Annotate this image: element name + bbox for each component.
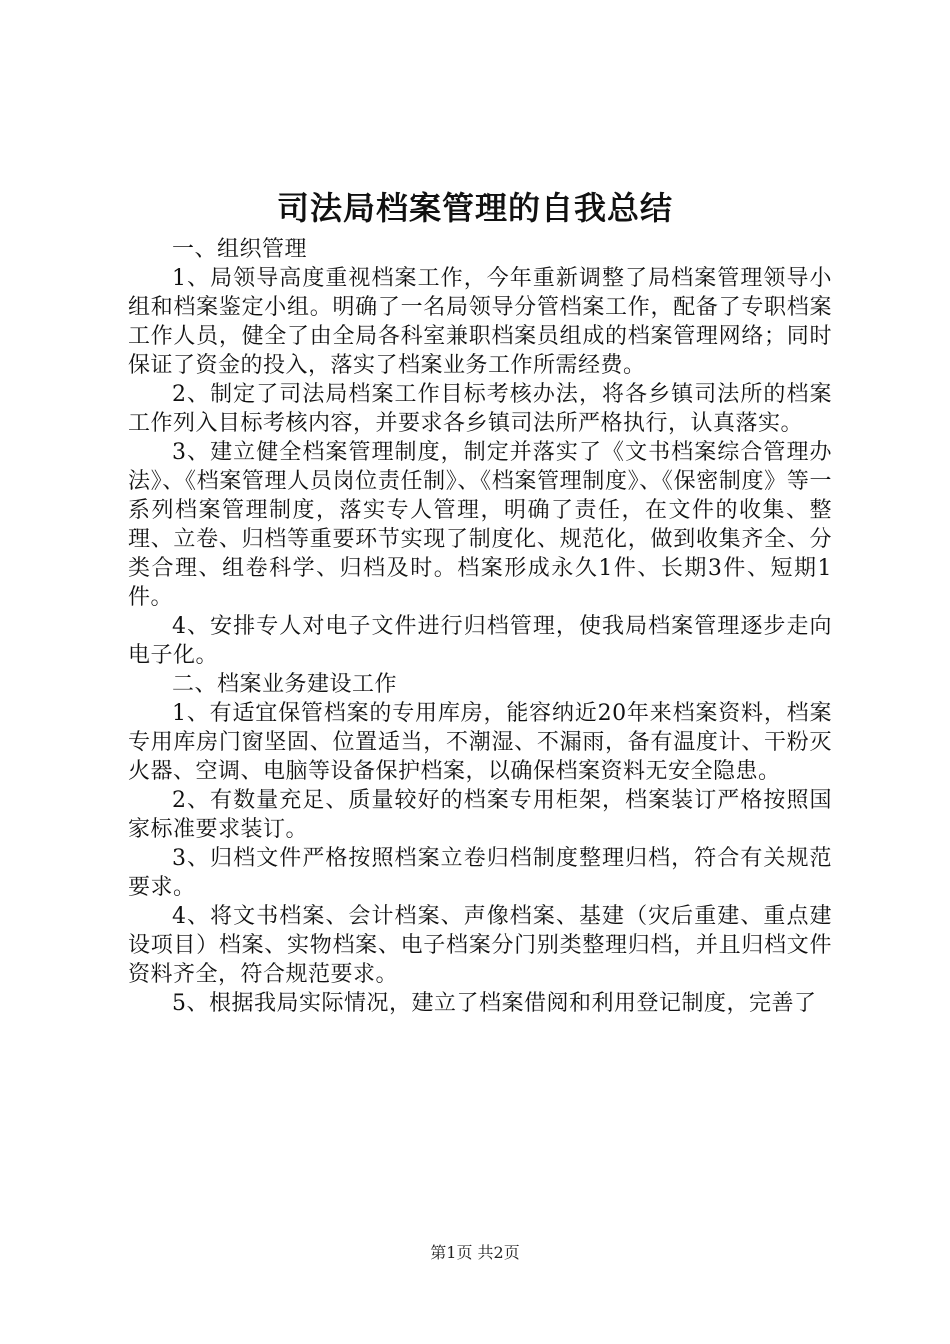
document-title: 司法局档案管理的自我总结	[276, 189, 673, 227]
paragraph: 2、制定了司法局档案工作目标考核办法，将各乡镇司法所的档案工作列入目标考核内容，并要求各乡镇司法所严格执行，认真落实。	[128, 382, 832, 436]
document-body	[128, 235, 832, 1018]
paragraph: 3、建立健全档案管理制度，制定并落实了《文书档案综合管理办法》、《档案管理人员岗位责任制》、《档案管理制度》、《保密制度》等一系列档案管理制度，落实专人管理，明确了责任，在文件的收集、整理、立卷、归档等重要环节实现了制度化、规范化，做到收集齐全、分类合理、组卷科学、归档及时。档案形成永久1件、长期3件、短期1件。	[128, 440, 832, 610]
paragraph: 5、根据我局实际情况，建立了档案借阅和利用登记制度，完善了	[172, 991, 817, 1016]
page-number-footer: 第1页 共2页	[430, 1243, 520, 1262]
paragraph: 4、安排专人对电子文件进行归档管理，使我局档案管理逐步走向电子化。	[128, 614, 832, 668]
section-heading: 二、档案业务建设工作	[172, 672, 398, 697]
section-archive-business	[128, 670, 832, 1018]
paragraph: 2、有数量充足、质量较好的档案专用柜架，档案装订严格按照国家标准要求装订。	[128, 788, 832, 842]
paragraph: 3、归档文件严格按照档案立卷归档制度整理归档，符合有关规范要求。	[128, 846, 832, 900]
section-organization	[128, 235, 832, 670]
section-heading: 一、组织管理	[172, 237, 308, 262]
paragraph: 4、将文书档案、会计档案、声像档案、基建（灾后重建、重点建设项目）档案、实物档案、电子档案分门别类整理归档，并且归档文件资料齐全，符合规范要求。	[128, 904, 832, 987]
paragraph: 1、局领导高度重视档案工作，今年重新调整了局档案管理领导小组和档案鉴定小组。明确了一名局领导分管档案工作，配备了专职档案工作人员，健全了由全局各科室兼职档案员组成的档案管理网络；同时保证了资金的投入，落实了档案业务工作所需经费。	[128, 266, 832, 378]
paragraph: 1、有适宜保管档案的专用库房，能容纳近20年来档案资料，档案专用库房门窗坚固、位置适当，不潮湿、不漏雨，备有温度计、干粉灭火器、空调、电脑等设备保护档案，以确保档案资料无安全隐患。	[128, 701, 832, 784]
